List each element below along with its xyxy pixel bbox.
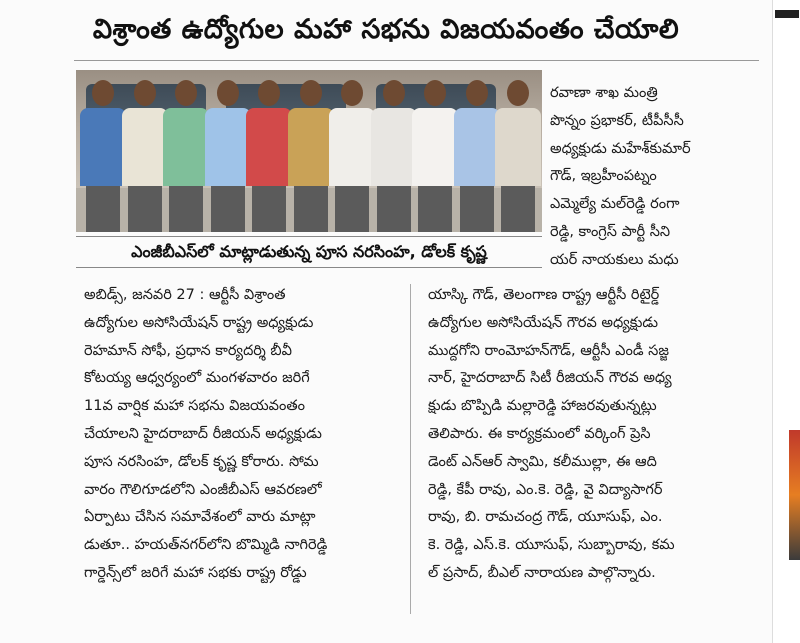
article-line: గౌడ్, ఇబ్రహీంపట్నం xyxy=(550,168,657,185)
headline: విశ్రాంత ఉద్యోగుల మహా సభను విజయవంతం చేయాలి xyxy=(92,14,680,45)
person-figure xyxy=(454,80,500,232)
person-figure xyxy=(495,80,541,232)
article-line: తెలిపారు. ఈ కార్యక్రమంలో వర్కింగ్ ప్రెసి xyxy=(428,425,651,442)
article-line: క్షుడు బొప్పిడి మల్లారెడ్డి హాజరవుతున్నట్లు xyxy=(428,398,657,415)
article-column-right-top xyxy=(550,80,740,275)
article-line: నార్, హైదరాబాద్ సిటీ రీజియన్ గౌరవ అధ్య xyxy=(428,370,672,387)
column-divider xyxy=(410,284,411,614)
headline-rule xyxy=(74,60,759,61)
adjacent-clip-edge xyxy=(772,0,800,643)
person-figure xyxy=(122,80,168,232)
person-figure xyxy=(163,80,209,232)
article-line: కోటయ్య ఆధ్వర్యంలో మంగళవారం జరిగే xyxy=(84,370,310,387)
photo-caption: ఎంజీబీఎస్‌లో మాట్లాడుతున్న పూస నరసింహ, డోలక్ కృష్ణ xyxy=(76,236,542,268)
article-line: ఉద్యోగుల అసోసియేషన్ రాష్ట్ర అధ్యక్షుడు xyxy=(84,314,314,331)
person-figure xyxy=(371,80,417,232)
article-line: కె. రెడ్డి, ఎస్.కె. యూసుఫ్, సుబ్బారావు, కమ xyxy=(428,537,675,554)
article-line: యర్ నాయకులు మధు xyxy=(550,251,679,268)
article-line: రెడ్డి, కాంగ్రెస్ పార్టీ సీని xyxy=(550,223,671,240)
article-column-left xyxy=(84,282,394,588)
article-line: అబిడ్స్, జనవరి 27 : ఆర్టీసీ విశ్రాంత xyxy=(84,287,286,303)
article-line: ఎమ్మెల్యే మల్‌రెడ్డి రంగా xyxy=(550,196,680,213)
article-line: రావు, బి. రామచంద్ర గౌడ్, యూసుఫ్, ఎం. xyxy=(428,509,663,526)
person-figure xyxy=(412,80,458,232)
article-line: రవాణా శాఖ మంత్రి xyxy=(550,85,658,101)
strip-image xyxy=(789,430,800,560)
person-figure xyxy=(80,80,126,232)
person-figure xyxy=(246,80,292,232)
article-line: పొన్నం ప్రభాకర్, టీపీసీసీ xyxy=(550,112,684,129)
article-line: పూస నరసింహ, డోలక్ కృష్ణ కోరారు. సోమ xyxy=(84,453,319,470)
person-figure xyxy=(288,80,334,232)
person-figure xyxy=(205,80,251,232)
article-line: డెంట్ ఎన్ఆర్ స్వామి, కలీముల్లా, ఈ ఆది xyxy=(428,453,657,470)
article-line: చేయాలని హైదరాబాద్ రీజియన్ అధ్యక్షుడు xyxy=(84,425,322,442)
article-line: డుతూ.. హయత్‌నగర్‌లోని బొమ్మిడి నాగిరెడ్డి xyxy=(84,537,328,554)
article-line: ఉద్యోగుల అసోసియేషన్ గౌరవ అధ్యక్షుడు xyxy=(428,314,659,331)
person-figure xyxy=(329,80,375,232)
article-line: 11వ వార్షిక మహా సభను విజయవంతం xyxy=(84,398,305,415)
strip-bar xyxy=(775,10,799,18)
article-line: వారం గౌలిగూడలోని ఎంజీబీఎస్ ఆవరణలో xyxy=(84,481,322,498)
article-line: రెహమాన్ సోఫీ, ప్రధాన కార్యదర్శి బీవీ xyxy=(84,342,292,359)
article-line: ల్ ప్రసాద్, బీఎల్ నారాయణ పాల్గొన్నారు. xyxy=(428,564,656,581)
article-column-mid xyxy=(428,282,740,588)
news-photo xyxy=(76,70,542,232)
article-line: అధ్యక్షుడు మహేశ్‌కుమార్ xyxy=(550,140,691,157)
article-line: ముద్దగోని రాంమోహన్‌గౌడ్, ఆర్టీసీ ఎండీ సజ్జ xyxy=(428,342,669,359)
article-line: రెడ్డి, కేపీ రావు, ఎం.కె. రెడ్డి, వై విద్యాసాగర్ xyxy=(428,481,663,498)
article-line: యాస్కి గౌడ్, తెలంగాణ రాష్ట్ర ఆర్టీసీ రిటైర్డ్ xyxy=(428,287,660,303)
article-line: ఏర్పాటు చేసిన సమావేశంలో వారు మాట్లా xyxy=(84,509,316,526)
article-line: గార్డెన్స్‌లో జరిగే మహా సభకు రాష్ట్ర రోడ్డు xyxy=(84,564,307,581)
